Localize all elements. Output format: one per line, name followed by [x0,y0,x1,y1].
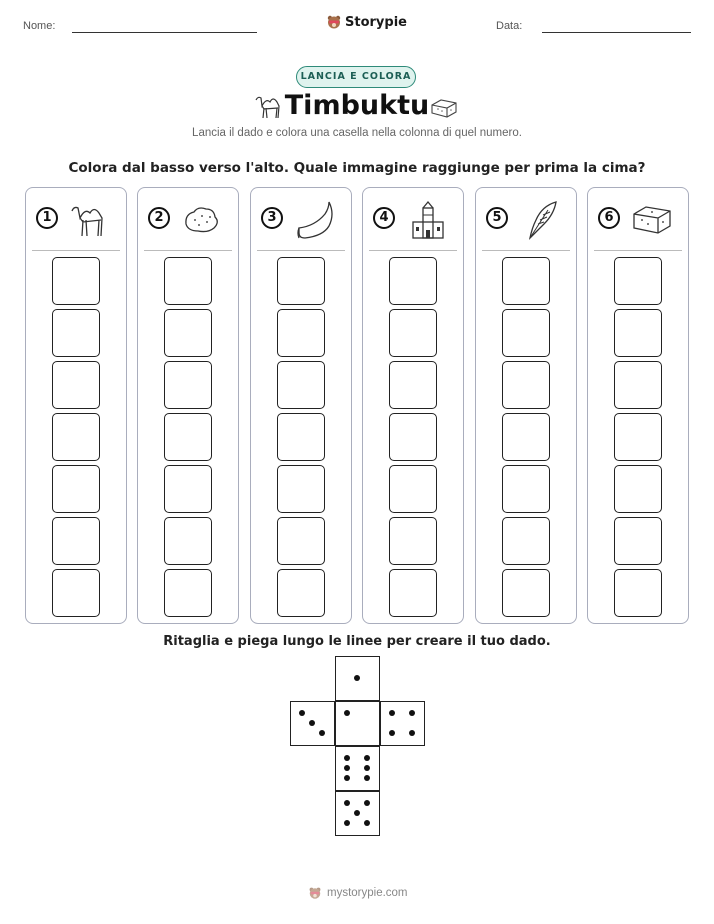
color-cell[interactable] [502,361,550,409]
color-cell[interactable] [164,257,212,305]
color-cell[interactable] [277,569,325,617]
page-title: Timbuktu [284,90,430,121]
color-cell[interactable] [389,361,437,409]
color-cell[interactable] [389,569,437,617]
die-pip [364,800,370,806]
die-pip [364,765,370,771]
column-divider [257,250,345,251]
brand-name: Storypie [345,14,407,30]
salt-slab-title-icon [429,97,459,119]
column-5 [475,187,577,624]
color-cell[interactable] [52,569,100,617]
column-divider [32,250,120,251]
die-pip [299,710,305,716]
instruction-text: Colora dal basso verso l'alto. Quale immagine raggiunge per prima la cima? [68,160,646,176]
column-4 [362,187,464,624]
column-number: 3 [261,207,283,229]
color-cell[interactable] [389,309,437,357]
column-6 [587,187,689,624]
salt-rock-icon [180,200,224,240]
subtitle: Lancia il dado e colora una casella nella colonna di quel numero. [192,127,522,139]
footer [308,886,408,900]
die-pip [319,730,325,736]
color-cell[interactable] [389,413,437,461]
color-cell[interactable] [277,465,325,513]
die-face-3 [290,701,335,746]
color-cell[interactable] [389,517,437,565]
die-pip [354,810,360,816]
color-cell[interactable] [502,309,550,357]
die-pip [409,730,415,736]
camel-icon [68,200,112,240]
bear-mascot-icon [326,14,342,30]
column-number: 4 [373,207,395,229]
color-cell[interactable] [614,465,662,513]
die-pip [344,710,350,716]
die-pip [344,820,350,826]
color-cell[interactable] [389,257,437,305]
color-cell[interactable] [164,517,212,565]
die-pip [364,755,370,761]
color-cell[interactable] [164,361,212,409]
footer-url[interactable]: mystorypie.com [327,887,408,899]
brand-logo [326,14,407,30]
color-cell[interactable] [614,413,662,461]
color-cell[interactable] [164,569,212,617]
color-cell[interactable] [502,569,550,617]
die-pip [389,710,395,716]
color-cell[interactable] [502,257,550,305]
color-cell[interactable] [502,413,550,461]
column-2 [137,187,239,624]
name-label: Nome: [23,20,56,32]
die-face-1 [335,701,380,746]
color-cell[interactable] [502,517,550,565]
die-pip [344,775,350,781]
color-cell[interactable] [52,257,100,305]
die-face-1 [335,656,380,701]
die-face-4 [380,701,425,746]
die-pip [344,755,350,761]
die-pip [354,675,360,681]
quill-feather-icon [518,200,562,240]
bear-mascot-icon [308,886,322,900]
ivory-tusk-icon [293,200,337,240]
die-face-5 [335,791,380,836]
die-instruction: Ritaglia e piega lungo le linee per creare il tuo dado. [163,634,551,649]
color-cell[interactable] [52,465,100,513]
column-divider [482,250,570,251]
color-cell[interactable] [164,309,212,357]
columns-grid [25,187,689,624]
die-pip [389,730,395,736]
column-divider [369,250,457,251]
die-pip [309,720,315,726]
column-divider [594,250,682,251]
color-cell[interactable] [277,413,325,461]
activity-badge: LANCIA E COLORA [296,66,416,88]
die-pip [364,775,370,781]
name-line[interactable] [72,32,257,33]
die-pip [344,800,350,806]
color-cell[interactable] [614,517,662,565]
date-label: Data: [496,20,523,32]
salt-slab-icon [630,200,674,240]
die-net [290,656,425,836]
die-pip [409,710,415,716]
color-cell[interactable] [164,413,212,461]
color-cell[interactable] [502,465,550,513]
column-3 [250,187,352,624]
die-pip [364,820,370,826]
color-cell[interactable] [614,309,662,357]
color-cell[interactable] [614,257,662,305]
color-cell[interactable] [389,465,437,513]
color-cell[interactable] [277,517,325,565]
column-number: 5 [486,207,508,229]
color-cell[interactable] [277,361,325,409]
color-cell[interactable] [52,309,100,357]
color-cell[interactable] [52,361,100,409]
column-number: 1 [36,207,58,229]
mosque-tower-icon [405,200,449,240]
column-number: 6 [598,207,620,229]
column-1 [25,187,127,624]
column-divider [144,250,232,251]
date-line[interactable] [542,32,691,33]
color-cell[interactable] [614,569,662,617]
column-number: 2 [148,207,170,229]
color-cell[interactable] [614,361,662,409]
color-cell[interactable] [52,517,100,565]
die-face-6 [335,746,380,791]
color-cell[interactable] [52,413,100,461]
color-cell[interactable] [277,257,325,305]
color-cell[interactable] [277,309,325,357]
die-pip [344,765,350,771]
color-cell[interactable] [164,465,212,513]
